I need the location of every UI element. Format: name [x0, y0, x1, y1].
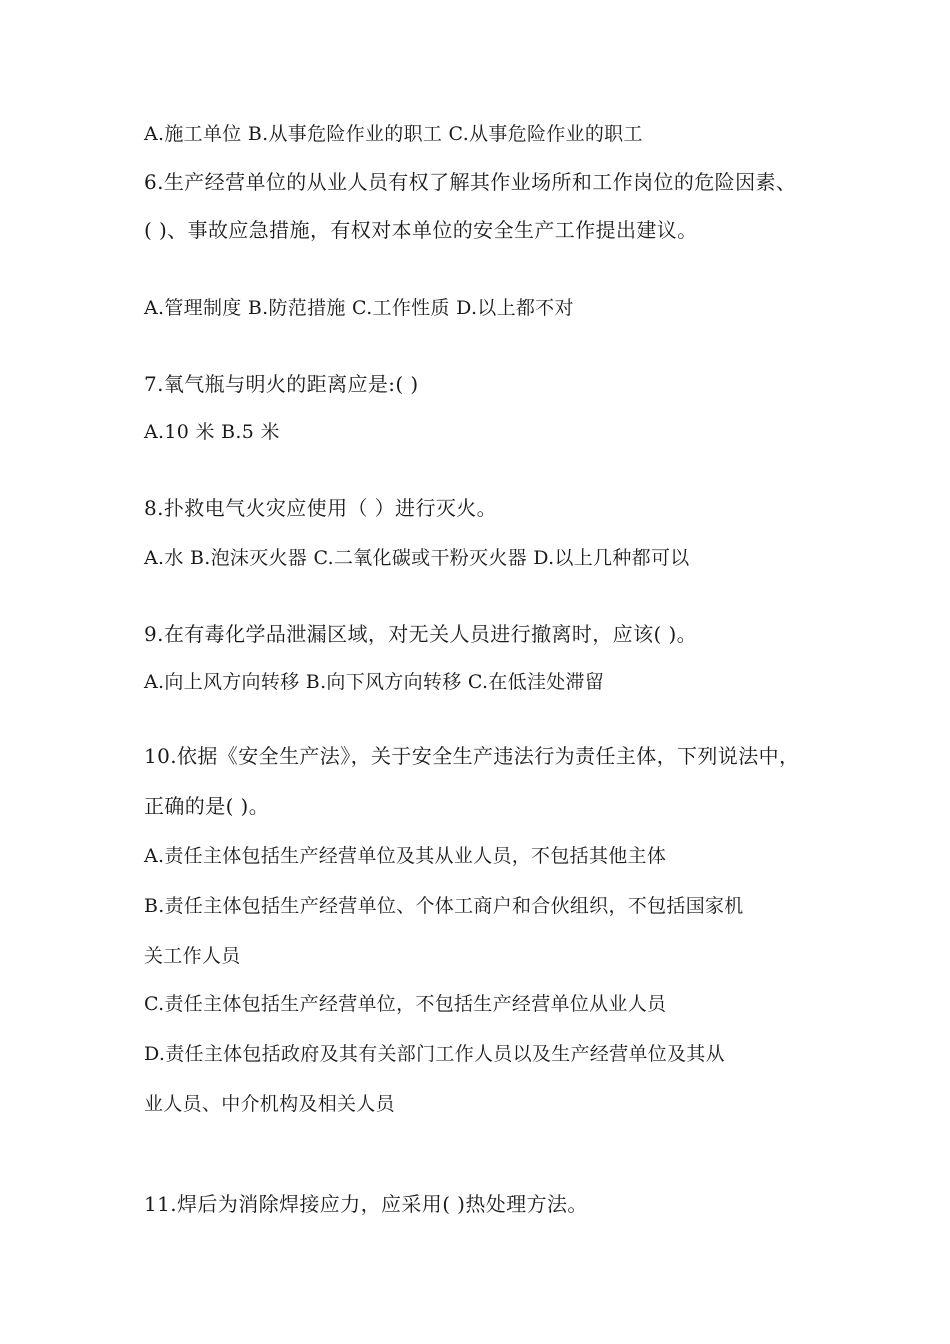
- q9-options: A.向上风方向转移 B.向下风方向转移 C.在低洼处滞留: [144, 671, 605, 693]
- q5-options: A.施工单位 B.从事危险作业的职工 C.从事危险作业的职工: [144, 123, 643, 145]
- q6-text-line1: 6.生产经营单位的从业人员有权了解其作业场所和工作岗位的危险因素、: [144, 170, 797, 194]
- q10-option-d-line1: D.责任主体包括政府及其有关部门工作人员以及生产经营单位及其从: [144, 1043, 725, 1065]
- q6-text-line2: ( )、事故应急措施，有权对本单位的安全生产工作提出建议。: [144, 218, 698, 242]
- q7-text: 7.氧气瓶与明火的距离应是:( ): [144, 372, 419, 396]
- q8-text: 8.扑救电气火灾应使用（ ）进行灭火。: [144, 496, 498, 520]
- q10-option-b-line2: 关工作人员: [144, 945, 241, 967]
- q10-option-a: A.责任主体包括生产经营单位及其从业人员，不包括其他主体: [144, 845, 667, 867]
- q10-text-line2: 正确的是( )。: [144, 794, 270, 818]
- q6-options: A.管理制度 B.防范措施 C.工作性质 D.以上都不对: [144, 297, 574, 319]
- q10-option-c: C.责任主体包括生产经营单位，不包括生产经营单位从业人员: [144, 993, 667, 1015]
- q10-option-d-line2: 业人员、中介机构及相关人员: [144, 1093, 395, 1115]
- q8-options: A.水 B.泡沫灭火器 C.二氧化碳或干粉灭火器 D.以上几种都可以: [144, 547, 690, 569]
- q11-text: 11.焊后为消除焊接应力，应采用( )热处理方法。: [144, 1192, 588, 1216]
- q7-options: A.10 米 B.5 米: [144, 421, 280, 443]
- q10-option-b-line1: B.责任主体包括生产经营单位、个体工商户和合伙组织，不包括国家机: [144, 895, 744, 917]
- q10-text-line1: 10.依据《安全生产法》，关于安全生产违法行为责任主体，下列说法中，: [144, 744, 800, 768]
- q9-text: 9.在有毒化学品泄漏区域，对无关人员进行撤离时，应该( )。: [144, 622, 698, 646]
